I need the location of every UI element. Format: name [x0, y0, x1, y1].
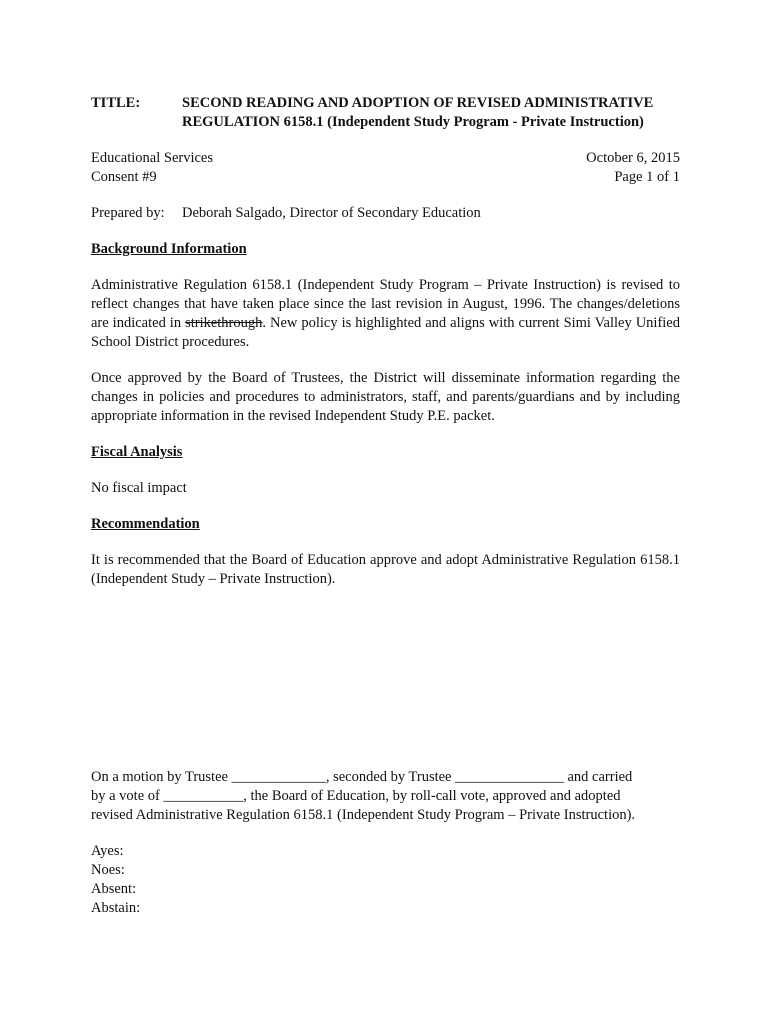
title-label: TITLE:	[91, 95, 141, 111]
vote-tally	[91, 842, 680, 918]
prepared-by-name: Deborah Salgado, Director of Secondary Education	[182, 205, 481, 221]
fiscal-heading: Fiscal Analysis	[91, 444, 183, 460]
background-heading: Background Information	[91, 241, 247, 257]
motion-block	[91, 768, 680, 918]
background-text-a: Administrative Regulation 6158.1 (Independent Study Program – Private Instruction) is revised to reflect changes that have taken place since the last revision in August, 1996. The changes/deletions are indicated in	[91, 277, 680, 331]
consent-number: Consent #9	[91, 169, 157, 185]
meta-right	[586, 149, 680, 187]
ayes-label: Ayes:	[91, 843, 124, 859]
motion-line-1: On a motion by Trustee _____________, seconded by Trustee _______________ and carried	[91, 769, 633, 785]
fiscal-text: No fiscal impact	[91, 480, 187, 496]
meta-left	[91, 149, 213, 187]
title-block	[91, 94, 680, 132]
document-page	[91, 94, 680, 589]
strikethrough-example: strikethrough	[185, 315, 263, 331]
background-text-b: . New policy is highlighted and aligns with current Simi Valley Unified School District procedures.	[91, 315, 680, 350]
noes-label: Noes:	[91, 862, 125, 878]
title-line-1: SECOND READING AND ADOPTION OF REVISED ADMINISTRATIVE	[182, 95, 654, 111]
page-number: Page 1 of 1	[614, 169, 680, 185]
background-paragraph-2: Once approved by the Board of Trustees, the District will disseminate information regarding the changes in policies and procedures to administrators, staff, and parents/guardians and by including appropriate information in the revised Independent Study P.E. packet.	[91, 370, 680, 424]
meta-block	[91, 149, 680, 187]
background-paragraph-1	[91, 276, 680, 352]
prepared-by	[91, 204, 680, 223]
recommendation-text: It is recommended that the Board of Education approve and adopt Administrative Regulation 6158.1 (Independent Study – Private Instruction).	[91, 552, 680, 587]
department: Educational Services	[91, 150, 213, 166]
abstain-label: Abstain:	[91, 900, 141, 916]
motion-line-3: revised Administrative Regulation 6158.1 (Independent Study Program – Private Instruction).	[91, 807, 636, 823]
absent-label: Absent:	[91, 881, 137, 897]
prepared-by-label: Prepared by:	[91, 205, 165, 221]
document-title	[182, 94, 680, 132]
motion-line-2: by a vote of ___________, the Board of Education, by roll-call vote, approved and adopted	[91, 788, 621, 804]
title-line-2: REGULATION 6158.1 (Independent Study Program - Private Instruction)	[182, 114, 644, 130]
recommendation-heading: Recommendation	[91, 516, 200, 532]
meeting-date: October 6, 2015	[586, 150, 680, 166]
